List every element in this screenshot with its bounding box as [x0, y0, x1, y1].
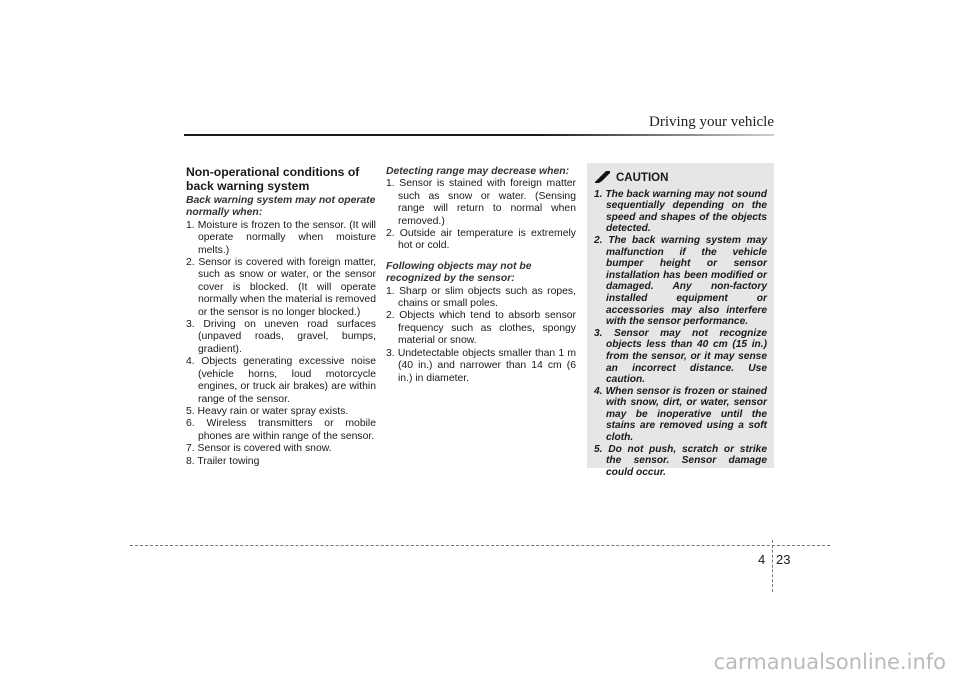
- list-item: 6. Wireless transmitters or mobile phones are within range of the sensor.: [186, 418, 376, 442]
- list-item: 8. Trailer towing: [186, 455, 260, 467]
- page-header-title: Driving your vehicle: [649, 114, 774, 130]
- list-item: 1. Sensor is stained with foreign matter such as snow or water. (Sensing range will return to normal when removed.): [386, 178, 576, 227]
- objects-subheading: Following objects may not be recognized by the sensor:: [386, 260, 532, 285]
- caution-item: 2. The back warning system may malfunction if the vehicle bumper height or sensor installation has been modified or damaged. Any non-factory installed equipment or accessories may also interfere with the sensor performance.: [594, 234, 767, 328]
- list-item: 7. Sensor is covered with snow.: [186, 443, 332, 455]
- watermark: carmanualsonline.info: [713, 650, 946, 674]
- section-heading: Non-operational conditions of back warning system: [186, 165, 360, 193]
- caution-header: [594, 171, 767, 187]
- page-number: 23: [776, 552, 791, 567]
- range-subheading: Detecting range may decrease when:: [386, 166, 570, 177]
- caution-title: CAUTION: [616, 172, 669, 184]
- list-item: 3. Undetectable objects smaller than 1 m (40 in.) and narrower than 14 cm (6 in.) in diameter.: [386, 347, 576, 384]
- list-item: 3. Driving on uneven road surfaces (unpaved roads, gravel, bumps, gradient).: [186, 319, 376, 355]
- objects-list: [386, 286, 576, 385]
- chapter-number: 4: [758, 552, 766, 567]
- caution-item: 1. The back warning may not sound sequentially depending on the speed and shapes of the objects detected.: [594, 188, 767, 235]
- header-rule: [184, 134, 774, 136]
- middle-column: [386, 166, 576, 393]
- list-item: 1. Moisture is frozen to the sensor. (It will operate normally when moisture melts.): [186, 219, 376, 256]
- list-item: 2. Sensor is covered with foreign matter, such as snow or water, or the sensor cover is blocked. (It will operate normally when the material is removed or the sensor is no longer blocked.): [186, 257, 376, 318]
- caution-item: 4. When sensor is frozen or stained with snow, dirt, or water, sensor may be inoperative until the stains are removed using a soft cloth.: [594, 385, 767, 444]
- range-list: [386, 178, 576, 252]
- list-item: 1. Sharp or slim objects such as ropes, chains or small poles.: [386, 285, 576, 310]
- left-column: [186, 166, 376, 476]
- caution-item: 5. Do not push, scratch or strike the sensor. Sensor damage could occur.: [594, 443, 767, 478]
- list-item: 2. Outside air temperature is extremely hot or cold.: [386, 228, 576, 252]
- page-number-divider: [772, 540, 773, 592]
- list-item: 2. Objects which tend to absorb sensor frequency such as clothes, spongy material or snow.: [386, 310, 576, 347]
- non-operational-list: [186, 220, 376, 468]
- caution-item: 3. Sensor may not recognize objects less than 40 cm (15 in.) from the sensor, or it may sense an incorrect distance. Use caution.: [594, 327, 767, 386]
- caution-list: [594, 189, 767, 479]
- caution-pencil-icon: [594, 171, 611, 187]
- footer-rule: [130, 545, 830, 546]
- list-item: 4. Objects generating excessive noise (vehicle horns, loud motorcycle engines, or truck air brakes) are within range of the sensor.: [186, 356, 376, 405]
- section-subheading: Back warning system may not operate normally when:: [186, 195, 376, 219]
- caution-box: [587, 163, 774, 478]
- list-item: 5. Heavy rain or water spray exists.: [186, 405, 349, 417]
